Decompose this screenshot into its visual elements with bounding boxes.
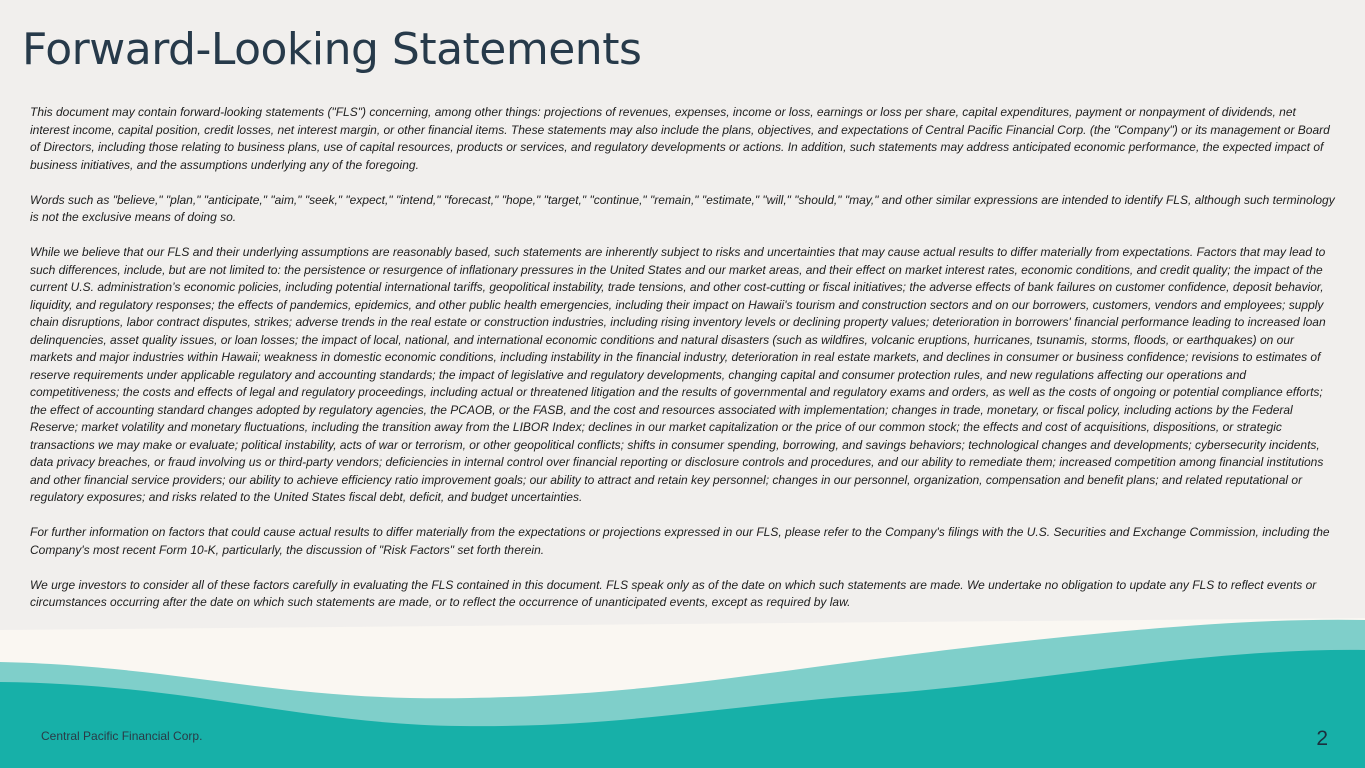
paragraph-fls-words: Words such as "believe," "plan," "anticipate," "aim," "seek," "expect," "intend," "forecast," "hope," "target," "continue," "remain," "estimate," "will," "should," "may," and other similar expressions are intended to identify FLS, although such terminology is not the exclusive means of doing so.: [30, 192, 1335, 224]
paragraph-investor-caution: We urge investors to consider all of these factors carefully in evaluating the FLS contained in this document. FLS speak only as of the date on which such statements are made. We undertake no obligation to update any FLS to reflect events or circumstances occurring after the date on which such statements are made, or to reflect the occurrence of unanticipated events, except as required by law.: [30, 577, 1317, 609]
page-number: 2: [1316, 727, 1328, 750]
paragraph-fls-definition: This document may contain forward-looking statements ("FLS") concerning, among other things: projections of revenues, expenses, income or loss, earnings or loss per share, capital expenditures, payment or nonpayment of dividends, net interest income, capital position, credit losses, net interest margin, or other financial items. These statements may also include the plans, objectives, and expectations of Central Pacific Financial Corp. (the "Company") or its management or Board of Directors, including those relating to business plans, use of capital resources, products or services, and regulatory developments or actions. In addition, such statements may address anticipated economic performance, the expected impact of business initiatives, and the assumptions underlying any of the foregoing.: [30, 105, 1330, 172]
footer-wave-graphic: [0, 600, 1365, 768]
footer-company-name: Central Pacific Financial Corp.: [41, 729, 203, 743]
disclaimer-body: [30, 104, 1336, 612]
paragraph-risk-factors: While we believe that our FLS and their underlying assumptions are reasonably based, such statements are inherently subject to risks and uncertainties that may cause actual results to differ materially from expectations. Factors that may lead to such differences, include, but are not limited to: the persistence or resurgence of inflationary pressures in the United States and our market areas, and their effect on market interest rates, economic conditions, and credit quality; the impact of the current U.S. administration’s economic policies, including potential international tariffs, geopolitical instability, trade tensions, and other cost-cutting or fiscal initiatives; the adverse effects of bank failures on customer confidence, deposit behavior, liquidity, and regulatory responses; the effects of pandemics, epidemics, and other public health emergencies, including their impact on Hawaii's tourism and construction sectors and on our borrowers, customers, vendors and employees; supply chain disruptions, labor contract disputes, strikes; adverse trends in the real estate or construction industries, including rising inventory levels or declining property values; deterioration in borrowers' financial performance leading to increased loan delinquencies, asset quality issues, or loan losses; the impact of local, national, and international economic conditions and natural disasters (such as wildfires, volcanic eruptions, hurricanes, tsunamis, storms, floods, or earthquakes) on our markets and major industries within Hawaii; weakness in domestic economic conditions, including instability in the financial industry, deterioration in real estate markets, and declines in consumer or business confidence; revisions to estimates of reserve requirements under applicable regulatory and accounting standards; the impact of legislative and regulatory developments, changing capital and consumer protection rules, and new regulations affecting our operations and competitiveness; the costs and effects of legal and regulatory proceedings, including actual or threatened litigation and the results of governmental and regulatory exams and orders, as well as the costs of ongoing or potential compliance efforts; the effect of accounting standard changes adopted by regulatory agencies, the PCAOB, or the FASB, and the cost and resources associated with implementation; changes in trade, monetary, or fiscal policy, including actions by the Federal Reserve; market volatility and monetary fluctuations, including the transition away from the LIBOR Index; declines in our market capitalization or the price of our common stock; the effects and cost of acquisitions, dispositions, or strategic transactions we may make or evaluate; political instability, acts of war or terrorism, or other geopolitical conflicts; shifts in consumer spending, borrowing, and savings behaviors; technological changes and developments; cybersecurity incidents, data privacy breaches, or fraud involving us or third-party vendors; deficiencies in internal control over financial reporting or disclosure controls and procedures, and our ability to remediate them; increased competition among financial institutions and other financial service providers; our ability to achieve efficiency ratio improvement goals; our ability to attract and retain key personnel; changes in our personnel, organization, compensation and benefit plans; and related reputational or regulatory exposures; and risks related to the United States fiscal debt, deficit, and budget uncertainties.: [30, 245, 1326, 504]
paragraph-further-information: For further information on factors that could cause actual results to differ materially from the expectations or projections expressed in our FLS, please refer to the Company's filings with the U.S. Securities and Exchange Commission, including the Company's most recent Form 10-K, particularly, the discussion of "Risk Factors" set forth therein.: [30, 525, 1330, 557]
slide-title: Forward-Looking Statements: [22, 24, 642, 75]
